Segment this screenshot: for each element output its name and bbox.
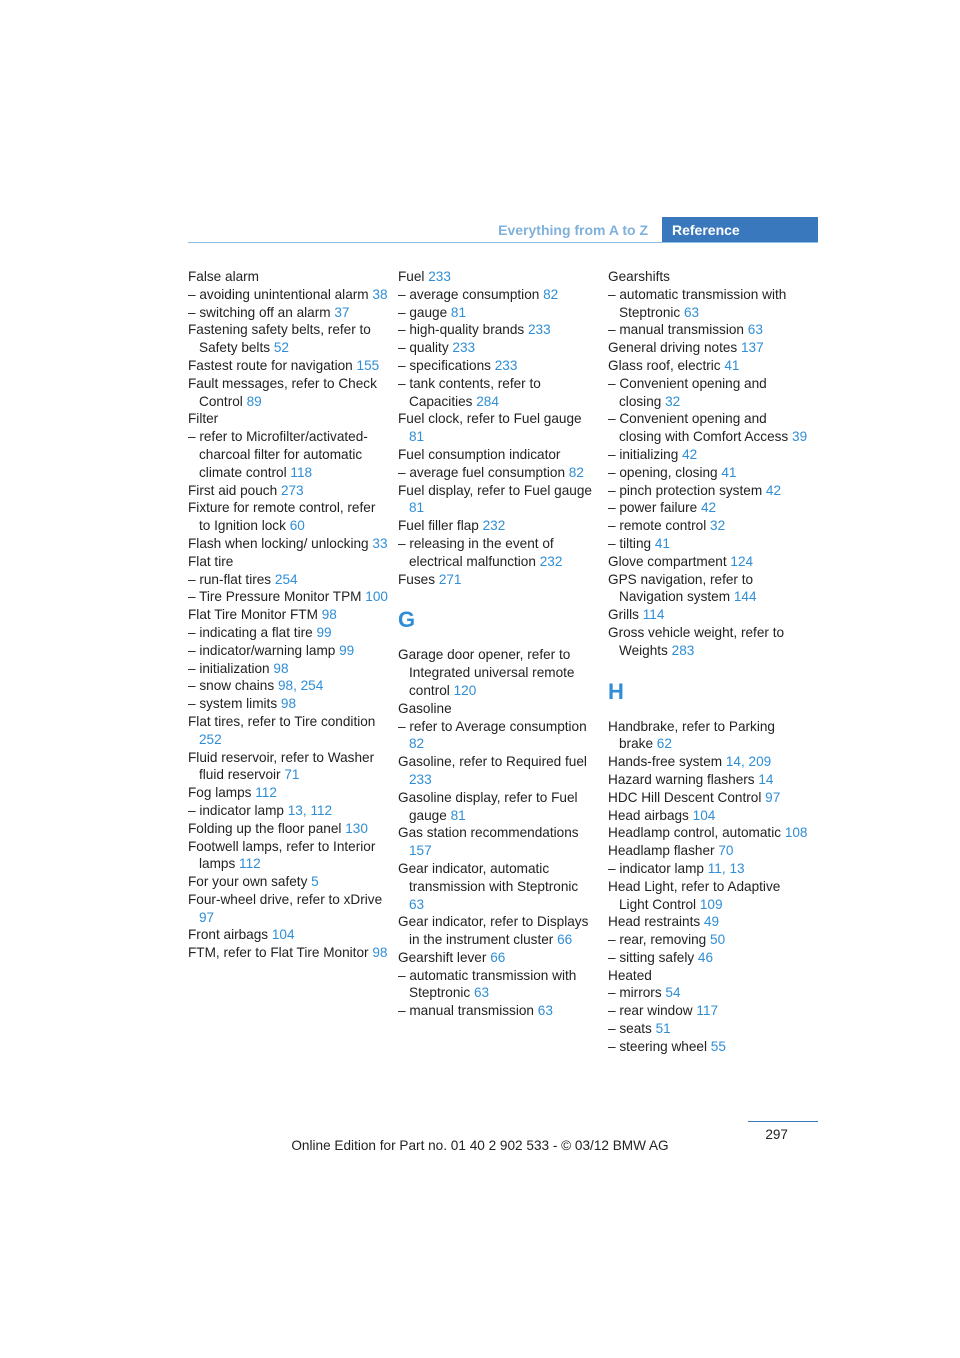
page-link[interactable]: 81 <box>409 429 425 445</box>
index-entry: – snow chains 98, 254 <box>188 678 324 694</box>
index-entry <box>398 824 594 860</box>
entry-term: Glass roof, electric <box>608 357 721 373</box>
page-link[interactable]: 41 <box>654 535 670 551</box>
index-entry <box>398 517 594 535</box>
page-link[interactable]: 233 <box>527 322 551 338</box>
page-link[interactable]: 100 <box>365 589 388 605</box>
page-number: 297 <box>765 1127 788 1142</box>
index-entry <box>188 553 388 571</box>
page-link[interactable]: 124 <box>730 553 754 569</box>
page-link[interactable]: 37 <box>334 304 350 320</box>
entry-term: – average fuel consumption <box>398 464 566 480</box>
page-number-rule <box>748 1121 818 1122</box>
index-entry <box>608 984 808 1002</box>
entry-term: – refer to Microfilter/activated-charcoal filter for automatic climate control <box>188 429 368 480</box>
entry-term: – manual transmission <box>608 322 744 338</box>
index-column-1 <box>188 268 388 962</box>
page-link[interactable]: 104 <box>271 927 295 943</box>
index-entry <box>608 807 808 825</box>
index-entry <box>608 446 808 464</box>
index-entry <box>398 535 594 571</box>
entry-term: – automatic transmission with Steptronic <box>608 286 787 320</box>
index-entry <box>398 949 594 967</box>
index-entry: Hands-free system 14, 209 <box>608 754 772 770</box>
entry-term: – indicating a flat tire <box>188 624 313 640</box>
page-link[interactable]: 32 <box>665 393 681 409</box>
page-link[interactable]: 33 <box>372 535 388 551</box>
entry-term: FTM, refer to Flat Tire Monitor <box>188 945 369 961</box>
page-link[interactable]: 283 <box>671 642 695 658</box>
index-entry <box>188 944 388 962</box>
index-entry <box>398 410 594 446</box>
entry-term: Glove compartment <box>608 553 727 569</box>
index-entry <box>188 428 388 481</box>
page-link[interactable]: 232 <box>539 553 563 569</box>
index-entry <box>608 606 808 624</box>
index-entry <box>398 860 594 913</box>
page-link[interactable]: 233 <box>428 269 451 284</box>
entry-term: Flash when locking/ unlocking <box>188 535 369 551</box>
entry-term: Grills <box>608 607 639 623</box>
page-link[interactable]: 99 <box>316 624 332 640</box>
index-entry <box>398 1002 594 1020</box>
page-link[interactable]: 144 <box>733 589 757 605</box>
index-entry <box>188 749 388 785</box>
index-entry <box>608 624 808 660</box>
entry-term: Fog lamps <box>188 785 252 801</box>
index-entry <box>608 357 808 375</box>
index-entry <box>188 482 388 500</box>
page-link[interactable]: 71 <box>284 767 300 783</box>
index-entry <box>398 700 594 718</box>
index-entry <box>188 926 388 944</box>
index-entry <box>608 410 808 446</box>
page-link[interactable]: 50 <box>710 932 726 948</box>
entry-term: – indicator lamp <box>608 860 704 876</box>
entry-term: For your own safety <box>188 874 308 890</box>
index-entry <box>188 642 388 660</box>
entry-term: – avoiding unintentional alarm <box>188 286 369 302</box>
page-link[interactable]: 98 <box>372 945 388 961</box>
page-link[interactable]: 42 <box>682 446 698 462</box>
entry-term: – gauge <box>398 304 448 320</box>
index-entry <box>188 268 388 286</box>
index-entry <box>398 304 594 322</box>
entry-term: Fuel <box>398 269 425 284</box>
page-link[interactable]: 62 <box>656 736 672 752</box>
page-link[interactable]: 232 <box>482 518 506 534</box>
entry-term: – opening, closing <box>608 464 718 480</box>
entry-term: – pinch protection system <box>608 482 763 498</box>
index-column-2 <box>398 268 594 1020</box>
page-link[interactable]: 157 <box>409 843 432 859</box>
entry-term: Flat Tire Monitor FTM <box>188 607 318 623</box>
index-entry <box>188 784 388 802</box>
entry-term: Fuel filler flap <box>398 518 479 534</box>
entry-term: Fuel clock, refer to Fuel gauge <box>398 411 582 427</box>
entry-term: – rear window <box>608 1003 693 1019</box>
index-entry <box>188 304 388 322</box>
entry-term: Fuel display, refer to Fuel gauge <box>398 482 592 498</box>
page-link[interactable]: 233 <box>452 340 476 356</box>
page-link[interactable]: 63 <box>474 985 490 1001</box>
page-link[interactable]: 81 <box>450 807 466 823</box>
page-link[interactable]: 66 <box>490 949 506 965</box>
entry-term: – refer to Average consumption <box>398 718 587 734</box>
index-entry <box>398 482 594 518</box>
index-entry <box>398 268 594 286</box>
chapter-tab: Reference <box>662 217 818 243</box>
index-entry <box>608 339 808 357</box>
index-entry <box>398 913 594 949</box>
section-letter: H <box>608 678 624 704</box>
index-entry <box>608 268 808 286</box>
entry-term: – indicator lamp <box>188 802 284 818</box>
index-entry <box>608 913 808 931</box>
index-entry <box>188 321 388 357</box>
entry-term: Gasoline, refer to Required fuel <box>398 754 587 770</box>
page-link[interactable]: 104 <box>692 807 716 823</box>
index-entry <box>188 606 388 624</box>
entry-term: First aid pouch <box>188 482 278 498</box>
page-link[interactable]: 273 <box>280 482 304 498</box>
entry-term: Gearshifts <box>608 269 670 284</box>
page-link[interactable]: 112 <box>239 856 261 872</box>
page-link[interactable]: 66 <box>557 932 573 948</box>
page-link[interactable]: 60 <box>289 518 305 534</box>
entry-term: Fluid reservoir, refer to Washer fluid reservoir <box>188 749 375 783</box>
entry-term: Folding up the floor panel <box>188 820 342 836</box>
entry-term: Four-wheel drive, refer to xDrive <box>188 891 383 907</box>
page-link[interactable]: 130 <box>345 820 368 836</box>
index-entry <box>188 624 388 642</box>
page-link[interactable]: 98 <box>321 607 337 623</box>
entry-term: – high-quality brands <box>398 322 525 338</box>
entry-term: – power failure <box>608 500 698 516</box>
entry-term: Flat tires, refer to Tire condition <box>188 713 376 729</box>
index-entry <box>398 967 594 1003</box>
page-link[interactable]: 252 <box>199 731 222 747</box>
index-entry <box>188 571 388 589</box>
index-entry <box>188 660 388 678</box>
entry-term: – indicator/warning lamp <box>188 642 336 658</box>
page-link[interactable]: 98 <box>277 678 294 694</box>
index-entry <box>608 321 808 339</box>
index-entry <box>608 571 808 607</box>
page-link[interactable]: 14 <box>758 771 774 787</box>
page-link[interactable]: 98 <box>273 660 289 676</box>
page-link[interactable]: 117 <box>696 1003 719 1019</box>
entry-term: Gross vehicle weight, refer to Weights <box>608 624 785 658</box>
entry-term: – Convenient opening and closing <box>608 375 767 409</box>
page-link[interactable]: 137 <box>741 340 764 356</box>
page-link[interactable]: 13 <box>729 860 745 876</box>
index-entry <box>188 891 388 927</box>
page-link[interactable]: 63 <box>409 896 425 912</box>
index-entry <box>188 499 388 535</box>
index-entry <box>608 842 808 860</box>
index-entry <box>608 931 808 949</box>
entry-term: – rear, removing <box>608 932 707 948</box>
page-link[interactable]: 209 <box>748 754 772 770</box>
page-link[interactable]: 99 <box>339 642 355 658</box>
entry-term: – initializing <box>608 446 679 462</box>
entry-term: – tank contents, refer to Capacities <box>398 375 541 409</box>
index-entry <box>188 873 388 891</box>
index-entry <box>608 482 808 500</box>
entry-term: Gear indicator, automatic transmission with Steptronic <box>398 860 579 894</box>
entry-term: GPS navigation, refer to Navigation system <box>608 571 754 605</box>
entry-term: Hands-free system <box>608 754 723 770</box>
entry-term: – automatic transmission with Steptronic <box>398 967 577 1001</box>
index-entry <box>608 375 808 411</box>
entry-term: – steering wheel <box>608 1038 707 1054</box>
index-entry <box>608 949 808 967</box>
index-column-3 <box>608 268 808 1056</box>
page-link[interactable]: 13 <box>287 802 303 818</box>
index-entry <box>608 464 808 482</box>
entry-term: Footwell lamps, refer to Interior lamps <box>188 838 376 872</box>
entry-term: General driving notes <box>608 340 738 356</box>
index-entry <box>188 820 388 838</box>
page-link[interactable]: 42 <box>700 500 717 516</box>
index-entry <box>188 713 388 749</box>
page-link[interactable]: 109 <box>699 896 723 912</box>
page-link[interactable]: 155 <box>356 357 380 373</box>
entry-term: – initialization <box>188 660 270 676</box>
index-entry <box>188 695 388 713</box>
page-link[interactable]: 82 <box>409 736 425 752</box>
entry-term: Gasoline display, refer to Fuel gauge <box>398 789 578 823</box>
page-link[interactable]: 46 <box>697 949 714 965</box>
page-link[interactable]: 89 <box>246 393 262 409</box>
index-entry <box>188 357 388 375</box>
page-link[interactable]: 38 <box>372 286 388 302</box>
index-entry <box>608 517 808 535</box>
index-entry <box>398 375 594 411</box>
page-link[interactable]: 42 <box>765 482 782 498</box>
entry-term: Headlamp control, automatic <box>608 825 782 841</box>
index-entry <box>188 286 388 304</box>
index-entry <box>398 753 594 789</box>
page-link[interactable]: 233 <box>409 771 432 787</box>
index-entry <box>188 375 388 411</box>
page-link[interactable]: 14 <box>725 754 741 770</box>
index-entry <box>398 789 594 825</box>
entry-term: – switching off an alarm <box>188 304 331 320</box>
entry-term: HDC Hill Descent Control <box>608 789 762 805</box>
index-entry <box>608 771 808 789</box>
index-entry <box>398 446 594 464</box>
page-link[interactable]: 112 <box>255 785 277 801</box>
page-link[interactable]: 54 <box>665 985 681 1001</box>
page-link[interactable]: 254 <box>300 678 324 694</box>
entry-term: – Tire Pressure Monitor TPM <box>188 589 362 605</box>
index-entry <box>188 410 388 428</box>
page-link[interactable]: 49 <box>703 914 720 930</box>
entry-term: Fuel consumption indicator <box>398 446 561 462</box>
entry-term: Fault messages, refer to Check Control <box>188 375 377 409</box>
index-entry <box>608 1038 808 1056</box>
index-entry <box>398 357 594 375</box>
page-link[interactable]: 271 <box>438 571 462 587</box>
entry-term: – seats <box>608 1021 652 1037</box>
entry-term: – manual transmission <box>398 1003 534 1019</box>
index-entry <box>188 535 388 553</box>
entry-term: Gas station recommendations <box>398 825 579 841</box>
index-entry <box>608 878 808 914</box>
page-link[interactable]: 108 <box>784 825 808 841</box>
index-entry <box>398 321 594 339</box>
index-entry <box>608 286 808 322</box>
entry-term: Headlamp flasher <box>608 843 715 859</box>
entry-term: – snow chains <box>188 678 275 694</box>
page-link[interactable]: 98 <box>280 696 297 712</box>
page-link[interactable]: 118 <box>290 464 313 480</box>
page-link[interactable]: 112 <box>310 802 333 818</box>
entry-term: Hazard warning flashers <box>608 771 755 787</box>
entry-term: – run-flat tires <box>188 571 272 587</box>
page-link[interactable]: 41 <box>724 357 740 373</box>
entry-term: – average consumption <box>398 286 540 302</box>
entry-term: Fastening safety belts, refer to Safety belts <box>188 322 371 356</box>
page-link[interactable]: 32 <box>710 518 726 534</box>
index-entry <box>608 553 808 571</box>
entry-term: Gear indicator, refer to Displays in the instrument cluster <box>398 914 589 948</box>
footer-text: Online Edition for Part no. 01 40 2 902 533 - © 03/12 BMW AG <box>291 1138 669 1153</box>
index-entry <box>608 535 808 553</box>
page-link[interactable]: 11 <box>707 860 722 876</box>
index-entry <box>608 1020 808 1038</box>
index-entry <box>398 286 594 304</box>
entry-term: Fuses <box>398 571 436 587</box>
page-link[interactable]: 81 <box>450 304 467 320</box>
page-link[interactable]: 120 <box>453 682 477 698</box>
index-entry <box>608 789 808 807</box>
entry-term: Heated <box>608 967 652 983</box>
index-entry <box>608 824 808 842</box>
index-entry: – indicator lamp 11, 13 <box>608 860 745 876</box>
index-entry <box>398 718 594 754</box>
page-link[interactable]: 97 <box>199 909 215 925</box>
header-rule <box>188 242 818 243</box>
page-link[interactable]: 81 <box>409 500 425 516</box>
index-entry <box>608 718 808 754</box>
entry-term: Filter <box>188 411 219 427</box>
entry-term: Gearshift lever <box>398 949 487 965</box>
index-entry <box>188 838 388 874</box>
entry-term: – sitting safely <box>608 949 695 965</box>
page-link[interactable]: 254 <box>274 571 298 587</box>
entry-term: Front airbags <box>188 927 269 943</box>
page-link[interactable]: 52 <box>273 340 289 356</box>
entry-term: Garage door opener, refer to Integrated universal remote control <box>398 647 575 698</box>
index-entry <box>398 646 594 699</box>
entry-term: – mirrors <box>608 985 662 1001</box>
entry-term: Gasoline <box>398 700 452 716</box>
index-entry: – indicator lamp 13, 112 <box>188 802 333 818</box>
entry-term: Fixture for remote control, refer to Ignition lock <box>188 500 376 534</box>
page-link[interactable]: 97 <box>765 789 781 805</box>
page-link[interactable]: 5 <box>311 874 319 890</box>
index-entry <box>398 464 594 482</box>
entry-term: – remote control <box>608 518 707 534</box>
page-link[interactable]: 63 <box>684 304 700 320</box>
section-header: Everything from A to Z <box>498 222 648 238</box>
entry-term: Head airbags <box>608 807 689 823</box>
entry-term: – system limits <box>188 696 278 712</box>
page-link[interactable]: 39 <box>792 429 808 445</box>
section-letter: G <box>398 607 416 633</box>
index-entry <box>398 571 594 589</box>
page-link[interactable]: 55 <box>710 1038 726 1054</box>
entry-term: – tilting <box>608 535 652 551</box>
entry-term: Head restraints <box>608 914 701 930</box>
page-link[interactable]: 82 <box>568 464 584 480</box>
entry-term: – Convenient opening and closing with Comfort Access <box>608 411 789 445</box>
index-entry <box>608 1002 808 1020</box>
page-link[interactable]: 233 <box>494 357 518 373</box>
entry-term: Fastest route for navigation <box>188 357 353 373</box>
page-link[interactable]: 63 <box>537 1003 553 1019</box>
index-entry <box>608 967 808 985</box>
entry-term: – releasing in the event of electrical malfunction <box>398 535 554 569</box>
entry-term: – quality <box>398 340 449 356</box>
page-link[interactable]: 82 <box>543 286 559 302</box>
page-link[interactable]: 51 <box>655 1021 671 1037</box>
page-link[interactable]: 63 <box>747 322 763 338</box>
entry-term: False alarm <box>188 269 260 284</box>
index-entry <box>188 588 388 606</box>
entry-term: Handbrake, refer to Parking brake <box>608 718 775 752</box>
index-entry <box>608 499 808 517</box>
entry-term: – specifications <box>398 357 491 373</box>
entry-term: Head Light, refer to Adaptive Light Control <box>608 878 781 912</box>
page-link[interactable]: 114 <box>642 607 665 623</box>
index-entry <box>398 339 594 357</box>
page-link[interactable]: 70 <box>718 843 734 859</box>
page-link[interactable]: 284 <box>476 393 499 409</box>
entry-term: Flat tire <box>188 553 234 569</box>
page-link[interactable]: 41 <box>721 464 737 480</box>
